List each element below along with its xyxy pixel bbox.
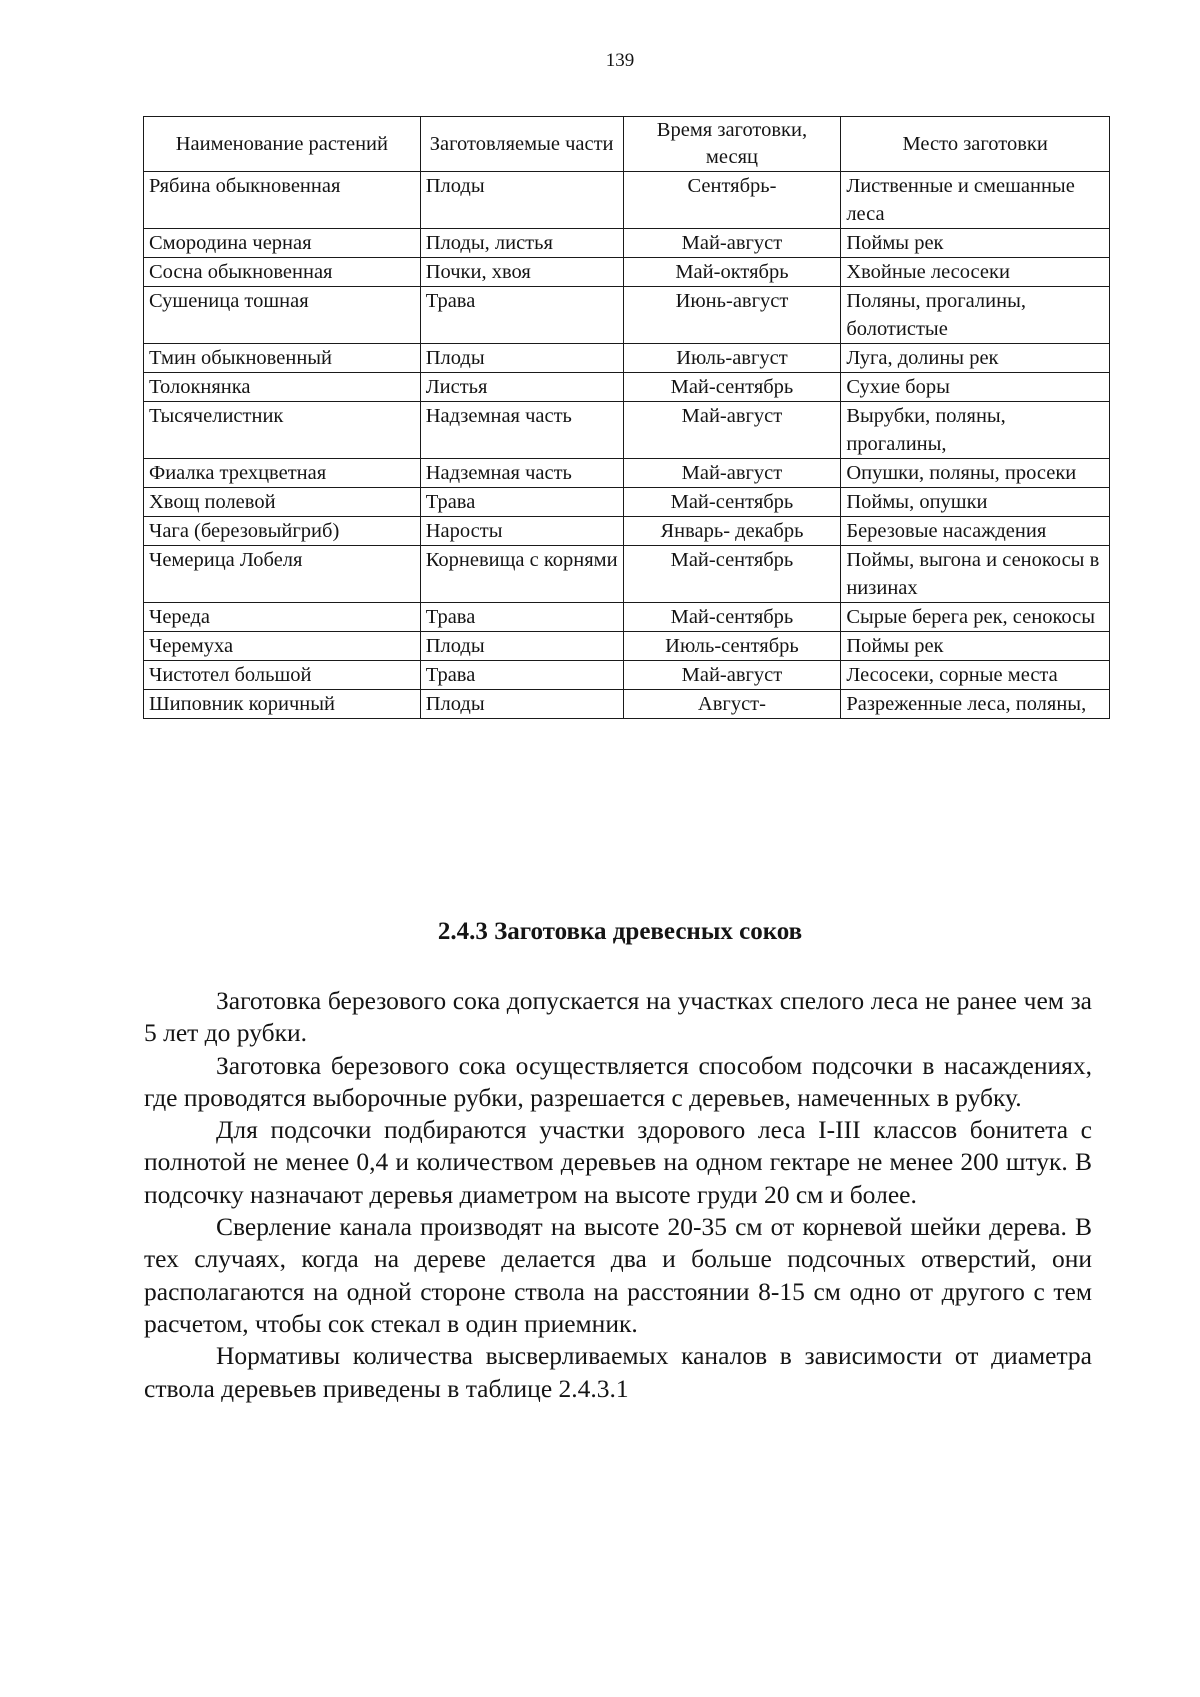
cell-parts: Трава: [420, 488, 623, 517]
table-row: [144, 632, 1110, 661]
cell-plant: Чемерица Лобеля: [144, 546, 421, 603]
table-row: [144, 287, 1110, 344]
cell-place: Березовые насаждения: [841, 517, 1110, 546]
cell-plant: Тмин обыкновенный: [144, 344, 421, 373]
cell-place: Луга, долины рек: [841, 344, 1110, 373]
header-plant-name: Наименование растений: [144, 117, 421, 172]
cell-time: Январь- декабрь: [623, 517, 841, 546]
cell-parts: Почки, хвоя: [420, 258, 623, 287]
paragraph: Для подсочки подбираются участки здорового леса I-III классов бонитета с полнотой не менее 0,4 и количеством деревьев на одном гектаре не менее 200 штук. В подсочку назначают деревья диаметром на высоте груди 20 см и более.: [144, 1115, 1092, 1209]
cell-time: Май-август: [623, 661, 841, 690]
cell-place: Поймы, опушки: [841, 488, 1110, 517]
cell-place: Поляны, прогалины, болотистые: [841, 287, 1110, 344]
cell-time: Май-август: [623, 402, 841, 459]
cell-time: Июль-август: [623, 344, 841, 373]
paragraph: Заготовка березового сока осуществляется способом подсочки в насаждениях, где проводятся выборочные рубки, разрешается с деревьев, намеченных в рубку.: [144, 1050, 1092, 1112]
cell-plant: Сосна обыкновенная: [144, 258, 421, 287]
plants-table: [143, 116, 1110, 719]
header-harvest-place: Место заготовки: [841, 117, 1110, 172]
cell-plant: Тысячелистник: [144, 402, 421, 459]
section-body: [144, 985, 1092, 1405]
cell-time: Июнь-август: [623, 287, 841, 344]
paragraph: Сверление канала производят на высоте 20-35 см от корневой шейки дерева. В тех случаях, когда на дереве делается два и больше подсочных отверстий, они располагаются на одной стороне ствола на расстоянии 8-15 см одно от другого с тем расчетом, чтобы сок стекал в один приемник.: [144, 1212, 1092, 1338]
cell-time: Май-октябрь: [623, 258, 841, 287]
cell-time: Май-август: [623, 229, 841, 258]
cell-parts: Наросты: [420, 517, 623, 546]
cell-time: Май-август: [623, 459, 841, 488]
table-row: [144, 229, 1110, 258]
cell-time: Июль-сентябрь: [623, 632, 841, 661]
header-harvested-parts: Заготовляемые части: [420, 117, 623, 172]
paragraph: Заготовка березового сока допускается на участках спелого леса не ранее чем за 5 лет до рубки.: [144, 986, 1092, 1048]
cell-plant: Хвощ полевой: [144, 488, 421, 517]
cell-time: Май-сентябрь: [623, 546, 841, 603]
cell-parts: Плоды, листья: [420, 229, 623, 258]
cell-parts: Трава: [420, 287, 623, 344]
paragraph: Нормативы количества высверливаемых каналов в зависимости от диаметра ствола деревьев приведены в таблице 2.4.3.1: [144, 1341, 1092, 1403]
cell-place: Лиственные и смешанные леса: [841, 172, 1110, 229]
cell-parts: Плоды: [420, 632, 623, 661]
cell-place: Поймы рек: [841, 229, 1110, 258]
table-row: [144, 258, 1110, 287]
cell-parts: Надземная часть: [420, 459, 623, 488]
cell-parts: Плоды: [420, 172, 623, 229]
table-header-row: [144, 117, 1110, 172]
cell-plant: Чистотел большой: [144, 661, 421, 690]
cell-parts: Плоды: [420, 344, 623, 373]
table-row: [144, 488, 1110, 517]
table-row: [144, 690, 1110, 719]
cell-plant: Фиалка трехцветная: [144, 459, 421, 488]
cell-time: Май-сентябрь: [623, 373, 841, 402]
cell-parts: Корневища с корнями: [420, 546, 623, 603]
cell-plant: Черемуха: [144, 632, 421, 661]
table-row: [144, 546, 1110, 603]
cell-place: Сухие боры: [841, 373, 1110, 402]
table-row: [144, 603, 1110, 632]
table-row: [144, 661, 1110, 690]
cell-plant: Толокнянка: [144, 373, 421, 402]
table-row: [144, 373, 1110, 402]
cell-plant: Шиповник коричный: [144, 690, 421, 719]
cell-plant: Чага (березовыйгриб): [144, 517, 421, 546]
table-row: [144, 402, 1110, 459]
table-row: [144, 172, 1110, 229]
table-row: [144, 344, 1110, 373]
cell-plant: Череда: [144, 603, 421, 632]
header-harvest-time: Время заготовки, месяц: [623, 117, 841, 172]
table-row: [144, 517, 1110, 546]
cell-place: Разреженные леса, поляны,: [841, 690, 1110, 719]
cell-place: Вырубки, поляны, прогалины,: [841, 402, 1110, 459]
cell-place: Поймы рек: [841, 632, 1110, 661]
cell-time: Май-сентябрь: [623, 488, 841, 517]
section-heading: 2.4.3 Заготовка древесных соков: [437, 918, 803, 945]
cell-plant: Смородина черная: [144, 229, 421, 258]
page-number: 139: [605, 50, 635, 71]
cell-place: Лесосеки, сорные места: [841, 661, 1110, 690]
cell-place: Хвойные лесосеки: [841, 258, 1110, 287]
cell-plant: Сушеница тошная: [144, 287, 421, 344]
cell-time: Август-: [623, 690, 841, 719]
cell-time: Май-сентябрь: [623, 603, 841, 632]
cell-place: Опушки, поляны, просеки: [841, 459, 1110, 488]
cell-parts: Плоды: [420, 690, 623, 719]
cell-parts: Трава: [420, 661, 623, 690]
cell-time: Сентябрь-: [623, 172, 841, 229]
cell-parts: Надземная часть: [420, 402, 623, 459]
cell-parts: Листья: [420, 373, 623, 402]
cell-place: Поймы, выгона и сенокосы в низинах: [841, 546, 1110, 603]
cell-plant: Рябина обыкновенная: [144, 172, 421, 229]
table-row: [144, 459, 1110, 488]
cell-parts: Трава: [420, 603, 623, 632]
cell-place: Сырые берега рек, сенокосы: [841, 603, 1110, 632]
